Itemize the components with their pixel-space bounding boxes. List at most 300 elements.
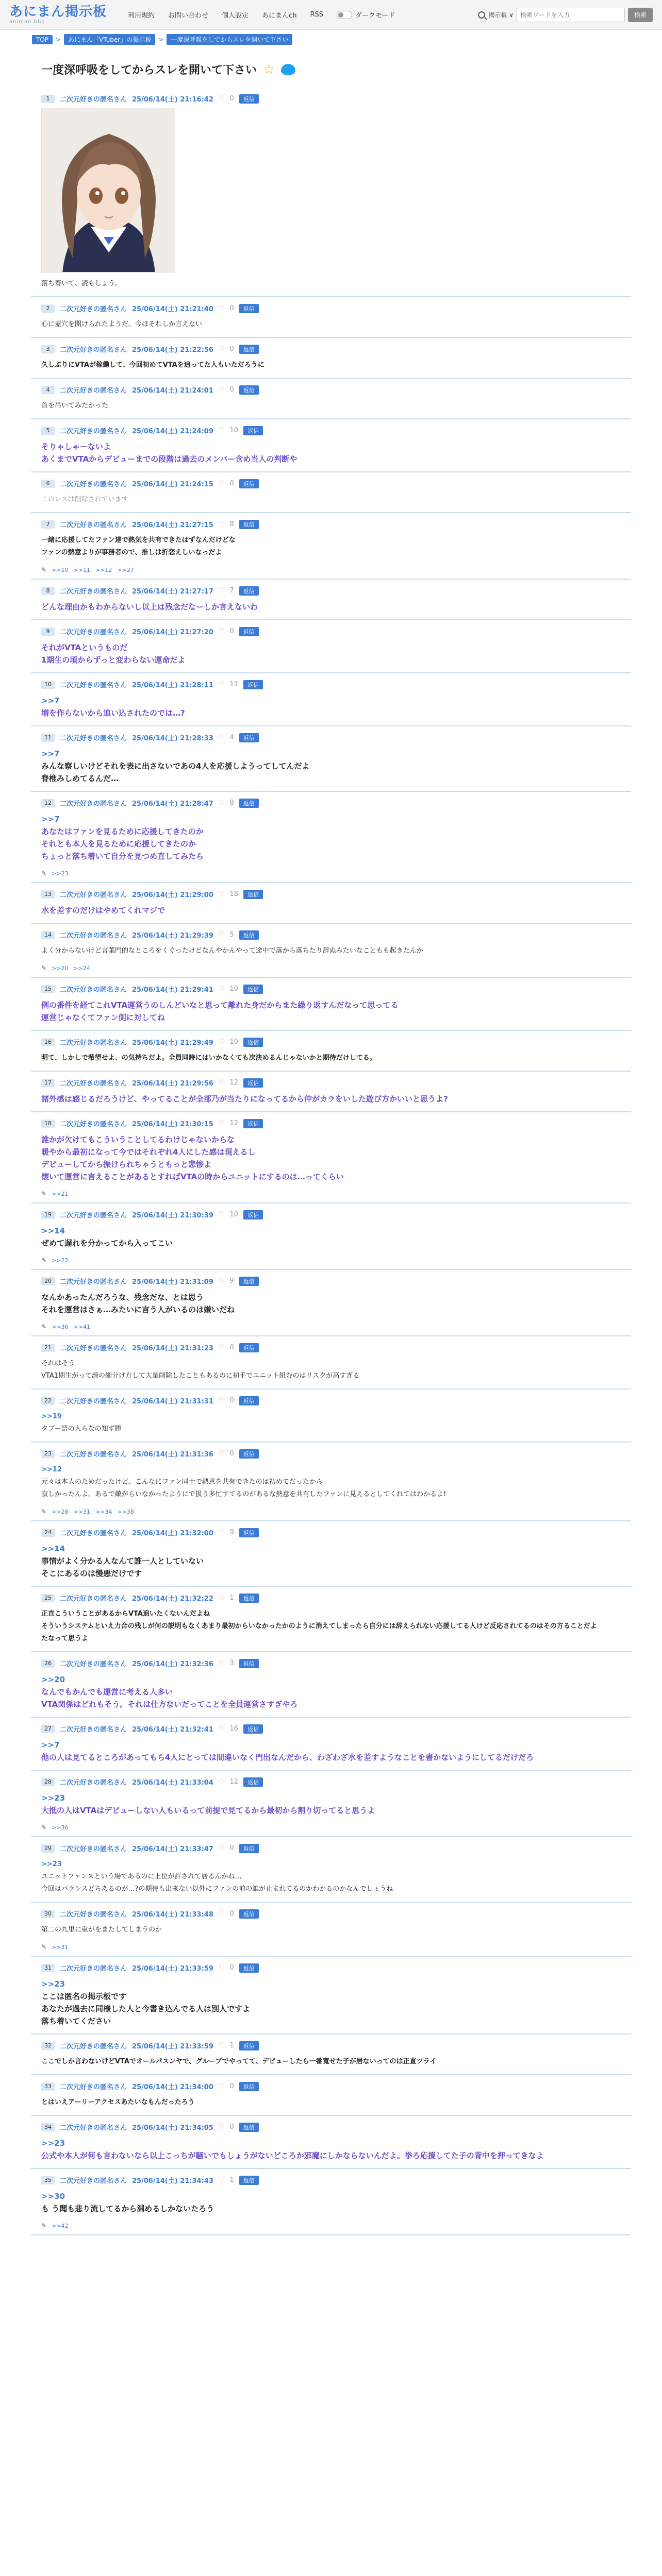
post-number[interactable]: 32 — [41, 2042, 55, 2050]
reply-button[interactable]: 返信 — [239, 586, 259, 596]
post-text: みんな察しいけどそれを表に出さないであの4人を応援しようってしてんだよ 脊椎みしめてるんだ… — [41, 761, 310, 783]
post-header — [31, 1777, 631, 1787]
post — [31, 1837, 631, 1903]
post-text: ここは匿名の掲示板です あなたが過去に同様した人と今書き込んでる人は別人ですよ 落ち着いてください — [41, 1992, 251, 2026]
toggle-switch[interactable] — [337, 11, 352, 19]
like-count: 0 — [229, 95, 234, 103]
heart-icon[interactable]: ♡ — [218, 1277, 225, 1285]
post-number[interactable]: 7 — [41, 520, 55, 529]
post — [31, 1903, 631, 1957]
heart-icon[interactable]: ♡ — [218, 890, 225, 898]
post-number[interactable]: 16 — [41, 1038, 55, 1046]
post-number[interactable]: 14 — [41, 931, 55, 939]
post-text: 第二の九里に重がをまたしてしまうのか — [41, 1926, 162, 1934]
post-body — [31, 435, 631, 466]
post-number[interactable]: 18 — [41, 1120, 55, 1128]
reply-button[interactable]: 返信 — [239, 1396, 259, 1405]
post-author: 二次元好きの匿名さん — [60, 2177, 127, 2185]
post-header — [31, 2122, 631, 2132]
heart-icon[interactable]: ♡ — [218, 1079, 225, 1087]
post-header — [31, 930, 631, 940]
post-number[interactable]: 13 — [41, 890, 55, 899]
reply-link[interactable]: >>36 — [52, 1323, 69, 1330]
like-count: 0 — [229, 1344, 234, 1351]
post-number[interactable]: 31 — [41, 1964, 55, 1972]
post-number[interactable]: 30 — [41, 1910, 55, 1918]
post-body — [31, 395, 631, 413]
heart-icon[interactable]: ♡ — [218, 2176, 225, 2184]
post-number[interactable]: 20 — [41, 1277, 55, 1285]
like-count: 12 — [229, 1120, 239, 1127]
post-body — [31, 1919, 631, 1937]
post-date: 25/06/14(土) 21:34:05 — [132, 2124, 213, 2132]
post-number[interactable]: 21 — [41, 1344, 55, 1352]
reply-button[interactable]: 返信 — [243, 1210, 263, 1219]
reply-button[interactable]: 返信 — [239, 733, 259, 742]
reply-anchor[interactable]: >>19 — [41, 1413, 62, 1420]
breadcrumb-top[interactable]: TOP — [32, 35, 53, 44]
heart-icon[interactable]: ♡ — [218, 681, 225, 688]
post — [31, 379, 631, 419]
reply-anchor[interactable]: >>7 — [41, 1740, 60, 1750]
heart-icon[interactable]: ♡ — [218, 1211, 225, 1218]
post-date: 25/06/14(土) 21:31:23 — [132, 1345, 213, 1352]
post-list — [31, 88, 631, 2235]
reply-links — [31, 1250, 631, 1264]
post-body — [31, 1405, 631, 1436]
post-author: 二次元好きの匿名さん — [60, 1726, 127, 1734]
post-author: 二次元好きの匿名さん — [60, 1660, 127, 1668]
post — [31, 338, 631, 379]
post-text: 久しぶりにVTAが稼働して、今回初めてVTAを追ってた人もいただろうに — [41, 361, 264, 369]
post-date: 25/06/14(土) 21:31:09 — [132, 1278, 213, 1286]
heart-icon[interactable]: ♡ — [218, 1964, 225, 1972]
post-author: 二次元好きの匿名さん — [60, 932, 127, 940]
reply-button[interactable]: 返信 — [239, 1963, 259, 1973]
like-count: 1 — [229, 2042, 234, 2049]
reply-button[interactable]: 返信 — [239, 345, 259, 354]
reply-button[interactable]: 返信 — [239, 1594, 259, 1603]
heart-icon[interactable]: ♡ — [218, 1594, 225, 1602]
heart-icon[interactable]: ♡ — [218, 1844, 225, 1852]
breadcrumb-thread[interactable]: 一度深呼吸をしてからスレを開いて下さい — [167, 34, 292, 45]
nav-terms[interactable]: 利用規約 — [128, 12, 155, 20]
post-body — [31, 1853, 631, 1896]
post-number[interactable]: 3 — [41, 345, 55, 353]
reply-button[interactable]: 返信 — [239, 930, 259, 940]
post-author: 二次元好きの匿名さん — [60, 682, 127, 689]
post-image[interactable] — [41, 108, 175, 273]
heart-icon[interactable]: ♡ — [218, 95, 225, 103]
post-number[interactable]: 19 — [41, 1211, 55, 1219]
post-text: 事情がよく分かる人なんて誰一人としていない そこにあるのは慢悪だけです — [41, 1556, 204, 1578]
post-text: それはそう VTA1期生がって諦の細分け方して大量削除したこともあるのに初手でユニット組むのはリスクが高すぎる — [41, 1360, 360, 1380]
post-body — [31, 1459, 631, 1502]
post-header — [31, 426, 631, 435]
post-date: 25/06/14(土) 21:24:01 — [132, 387, 213, 395]
post-body — [31, 689, 631, 720]
heart-icon[interactable]: ♡ — [218, 799, 225, 807]
post-author: 二次元好きの匿名さん — [60, 800, 127, 808]
post-header — [31, 94, 631, 104]
reply-anchor[interactable]: >>23 — [41, 1979, 65, 1989]
post-body — [31, 1047, 631, 1065]
reply-link[interactable]: >>41 — [73, 1323, 90, 1330]
reply-button[interactable]: 返信 — [239, 1659, 259, 1668]
post-number[interactable]: 9 — [41, 628, 55, 636]
post-text: よく分からないけど言葉門的なところをくぐったけどなんやかんやって途中で落から落ちたり辞ぬみたいなこともも起きたんか — [41, 947, 423, 955]
like-count: 0 — [229, 628, 234, 635]
post-number[interactable]: 8 — [41, 587, 55, 595]
bird-icon[interactable] — [281, 64, 295, 75]
post-number[interactable]: 24 — [41, 1529, 55, 1537]
post-number[interactable]: 25 — [41, 1594, 55, 1602]
post-date: 25/06/14(土) 21:28:33 — [132, 735, 213, 742]
reply-button[interactable]: 返信 — [239, 479, 259, 488]
reply-link[interactable]: >>31 — [73, 1508, 90, 1515]
post-text: 一緒に応援してたファン達で熱気を共有できたはずなんだけどな ファンの熱意よりが事務者ので、推しは折恋えしいなっだよ — [41, 536, 236, 556]
post-header — [31, 733, 631, 742]
top-bar — [0, 0, 662, 30]
post-author: 二次元好きの匿名さん — [60, 1595, 127, 1603]
heart-icon[interactable]: ♡ — [218, 587, 225, 595]
post-text: ユニットファンスという場であるのに上位が許されて居るんかね… 今回はバランスどちあるのが…?の期待も出来ない以外にファンの前の誰が止まれてるのかわかるのかなんでしょうね — [41, 1873, 393, 1893]
heart-icon[interactable]: ♡ — [218, 628, 225, 635]
post-number[interactable]: 2 — [41, 304, 55, 313]
post-author: 二次元好きの匿名さん — [60, 387, 127, 395]
post-author: 二次元好きの匿名さん — [60, 1530, 127, 1537]
heart-icon[interactable]: ♡ — [218, 520, 225, 528]
post-body — [31, 1286, 631, 1317]
reply-anchor[interactable]: >>30 — [41, 2192, 65, 2201]
post-header — [31, 1593, 631, 1603]
like-count: 9 — [229, 1277, 234, 1285]
reply-link[interactable]: >>36 — [52, 1824, 69, 1831]
star-icon[interactable]: ☆ — [263, 61, 275, 77]
post-author: 二次元好きの匿名さん — [60, 1080, 127, 1088]
post-date: 25/06/14(土) 21:33:04 — [132, 1779, 213, 1787]
reply-link[interactable]: >>23 — [52, 870, 69, 877]
post-number[interactable]: 12 — [41, 799, 55, 807]
post-number[interactable]: 6 — [41, 480, 55, 488]
post-date: 25/06/14(土) 21:16:42 — [132, 96, 213, 104]
post-text: 公式や本人が何も言わないなら以上こっちが騒いでもしょうがないどころか邪魔にしかならないんだよ。挙ろ応援してた子の背中を押ってきなよ — [41, 2151, 544, 2160]
heart-icon[interactable]: ♡ — [218, 304, 225, 312]
like-count: 10 — [229, 1211, 239, 1218]
post-author: 二次元好きの匿名さん — [60, 735, 127, 742]
heart-icon[interactable]: ♡ — [218, 1344, 225, 1351]
reply-links — [31, 863, 631, 877]
heart-icon[interactable]: ♡ — [218, 1397, 225, 1404]
like-count: 16 — [229, 1725, 239, 1733]
post-date: 25/06/14(土) 21:32:22 — [132, 1595, 213, 1603]
post-header — [31, 385, 631, 395]
post-body — [31, 2185, 631, 2216]
reply-link[interactable]: >>28 — [52, 1508, 69, 1515]
breadcrumb-board[interactable]: あにまん「VTuber」の掲示板 — [64, 34, 155, 45]
search-scope-select[interactable]: 掲示板 ∨ — [488, 11, 514, 19]
reply-button[interactable]: 返信 — [239, 1909, 259, 1919]
post-author: 二次元好きの匿名さん — [60, 2124, 127, 2132]
post-author: 二次元好きの匿名さん — [60, 629, 127, 636]
heart-icon[interactable]: ♡ — [218, 345, 225, 353]
post-body — [31, 313, 631, 332]
post-number[interactable]: 5 — [41, 427, 55, 435]
post-number[interactable]: 17 — [41, 1079, 55, 1087]
thread-title: 一度深呼吸をしてからスレを開いて下さい — [41, 64, 257, 77]
reply-link[interactable]: >>20 — [52, 964, 69, 972]
post-header — [31, 586, 631, 596]
like-count: 8 — [229, 799, 234, 807]
anime-girl-image — [42, 108, 175, 273]
post-author: 二次元好きの匿名さん — [60, 2043, 127, 2050]
post — [31, 1204, 631, 1270]
post — [31, 673, 631, 726]
heart-icon[interactable]: ♡ — [218, 1120, 225, 1127]
heart-icon[interactable]: ♡ — [218, 1725, 225, 1733]
like-count: 7 — [229, 587, 234, 595]
like-count: 1 — [229, 2176, 234, 2184]
like-count: 11 — [229, 681, 239, 688]
pen-icon: ✎ — [41, 1508, 47, 1515]
thread-header — [31, 45, 631, 88]
post-number[interactable]: 1 — [41, 95, 55, 103]
post-author: 二次元好きの匿名さん — [60, 588, 127, 596]
pen-icon: ✎ — [41, 1943, 47, 1951]
nav-rss[interactable]: RSS — [310, 11, 323, 19]
post-header — [31, 1724, 631, 1734]
reply-button[interactable]: 返信 — [239, 627, 259, 636]
post-text: 増を作らないから追い込されたのでは…? — [41, 708, 185, 718]
reply-link[interactable]: >>42 — [52, 2222, 69, 2229]
site-logo[interactable] — [9, 5, 118, 25]
post-number[interactable]: 4 — [41, 386, 55, 394]
reply-link[interactable]: >>11 — [73, 566, 90, 573]
post-body — [31, 2132, 631, 2163]
heart-icon[interactable]: ♡ — [218, 386, 225, 394]
post — [31, 419, 631, 472]
reply-button[interactable]: 返信 — [239, 304, 259, 313]
reply-button[interactable]: 返信 — [243, 985, 263, 994]
heart-icon[interactable]: ♡ — [218, 1529, 225, 1536]
reply-button[interactable]: 返信 — [243, 1038, 263, 1047]
post-date: 25/06/14(土) 21:28:11 — [132, 682, 213, 689]
post-date: 25/06/14(土) 21:24:15 — [132, 481, 213, 488]
post-body — [31, 940, 631, 958]
post-text: 元々は本人のためだったけど、こんなにファン同士で熱意を共有できたのは初めてだったから 寂しかったんよ。あるで敵がらいなかったようにで扱う多忙すてるのがあるな熱意を共有したファンに見えるとしてくれてはわかるよ! — [41, 1478, 446, 1498]
post-date: 25/06/14(土) 21:29:39 — [132, 932, 213, 940]
reply-anchor[interactable]: >>7 — [41, 815, 60, 824]
pen-icon: ✎ — [41, 566, 47, 573]
post-body — [31, 1787, 631, 1818]
post-author: 二次元好きの匿名さん — [60, 1398, 127, 1405]
like-count: 10 — [229, 1038, 239, 1046]
reply-button[interactable]: 返信 — [243, 1119, 263, 1128]
post-author: 二次元好きの匿名さん — [60, 1911, 127, 1919]
search-button[interactable]: 検索 — [628, 8, 653, 22]
heart-icon[interactable]: ♡ — [218, 734, 225, 741]
post-date: 25/06/14(土) 21:24:09 — [132, 428, 213, 435]
post — [31, 726, 631, 792]
nav-contact[interactable]: お問い合わせ — [168, 12, 209, 20]
heart-icon[interactable]: ♡ — [218, 1910, 225, 1918]
post-header — [31, 1078, 631, 1088]
reply-anchor[interactable]: >>23 — [41, 1793, 65, 1803]
breadcrumb — [32, 34, 662, 45]
post-header — [31, 1118, 631, 1128]
reply-button[interactable]: 返信 — [239, 2041, 259, 2050]
heart-icon[interactable]: ♡ — [218, 1450, 225, 1458]
post-header — [31, 1343, 631, 1352]
reply-link[interactable]: >>12 — [95, 566, 112, 573]
post-body — [31, 808, 631, 863]
reply-button[interactable]: 返信 — [239, 1343, 259, 1352]
like-count: 10 — [229, 427, 239, 434]
reply-button[interactable]: 返信 — [243, 680, 263, 689]
reply-anchor[interactable]: >>7 — [41, 749, 60, 758]
like-count: 8 — [229, 520, 234, 528]
post — [31, 883, 631, 924]
like-count: 0 — [229, 2082, 234, 2090]
breadcrumb-separator: > — [158, 36, 164, 43]
post-text: 他の人は見てるところがあってもら4人にとっては間違いなく門出なんだから、わざわざ水を差すようなことを書かないようにしてるだけだろ — [41, 1753, 534, 1762]
reply-anchor[interactable]: >>14 — [41, 1226, 65, 1235]
reply-button[interactable]: 返信 — [243, 1078, 263, 1088]
reply-button[interactable]: 返信 — [243, 1777, 263, 1787]
reply-button[interactable]: 返信 — [239, 1528, 259, 1537]
heart-icon[interactable]: ♡ — [218, 2123, 225, 2131]
heart-icon[interactable]: ♡ — [218, 1659, 225, 1667]
reply-anchor[interactable]: >>14 — [41, 1544, 65, 1553]
post-author: 二次元好きの匿名さん — [60, 1451, 127, 1459]
search-input[interactable] — [517, 8, 625, 22]
reply-anchor[interactable]: >>12 — [41, 1466, 62, 1473]
post-number[interactable]: 27 — [41, 1725, 55, 1733]
post-body — [31, 2091, 631, 2110]
post-author: 二次元好きの匿名さん — [60, 481, 127, 488]
post-number[interactable]: 23 — [41, 1450, 55, 1458]
reply-link[interactable]: >>10 — [52, 566, 69, 573]
heart-icon[interactable]: ♡ — [218, 427, 225, 434]
nav-settings[interactable]: 個人設定 — [222, 12, 249, 20]
post-body — [31, 1088, 631, 1106]
heart-icon[interactable]: ♡ — [218, 985, 225, 993]
post-header — [31, 1449, 631, 1459]
post — [31, 580, 631, 620]
post-header — [31, 889, 631, 899]
post-number[interactable]: 11 — [41, 734, 55, 742]
post-date: 25/06/14(土) 21:30:39 — [132, 1212, 213, 1219]
reply-button[interactable]: 返信 — [239, 799, 259, 808]
reply-link[interactable]: >>22 — [52, 1257, 69, 1264]
reply-button[interactable]: 返信 — [239, 94, 259, 104]
reply-link[interactable]: >>34 — [95, 1508, 112, 1515]
post-number[interactable]: 34 — [41, 2123, 55, 2131]
reply-button[interactable]: 返信 — [239, 2082, 259, 2091]
reply-button[interactable]: 返信 — [243, 426, 263, 435]
post — [31, 978, 631, 1031]
post — [31, 513, 631, 580]
post-date: 25/06/14(土) 21:32:00 — [132, 1530, 213, 1537]
post-number[interactable]: 15 — [41, 985, 55, 993]
post-header — [31, 1037, 631, 1047]
dark-mode-toggle[interactable] — [337, 10, 395, 20]
post-date: 25/06/14(土) 21:31:36 — [132, 1451, 213, 1459]
post-author: 二次元好きの匿名さん — [60, 1779, 127, 1787]
reply-button[interactable]: 返信 — [239, 1277, 259, 1286]
heart-icon[interactable]: ♡ — [218, 931, 225, 939]
heart-icon[interactable]: ♡ — [218, 2042, 225, 2049]
post — [31, 792, 631, 883]
post — [31, 1389, 631, 1443]
reply-link[interactable]: >>27 — [117, 566, 134, 573]
reply-link[interactable]: >>38 — [117, 1508, 134, 1515]
post-text: 明て、しかしで希望せよ、の気持ちだよ。全員同時にはいかなくても次決めるんじゃないかと期待だけしてる。 — [41, 1054, 376, 1062]
like-count: 4 — [229, 734, 234, 741]
reply-button[interactable]: 返信 — [239, 2123, 259, 2132]
like-count: 0 — [229, 386, 234, 394]
reply-button[interactable]: 返信 — [239, 2176, 259, 2185]
nav-animanch[interactable]: あにまんch — [262, 12, 297, 20]
reply-link[interactable]: >>24 — [73, 964, 90, 972]
reply-anchor[interactable]: >>23 — [41, 1860, 62, 1868]
heart-icon[interactable]: ♡ — [218, 1778, 225, 1786]
post-number[interactable]: 28 — [41, 1778, 55, 1786]
reply-links — [31, 2216, 631, 2229]
post-number[interactable]: 10 — [41, 681, 55, 689]
pen-icon: ✎ — [41, 1190, 47, 1197]
post-date: 25/06/14(土) 21:29:56 — [132, 1080, 213, 1088]
reply-anchor[interactable]: >>23 — [41, 2139, 65, 2148]
post — [31, 2116, 631, 2169]
reply-button[interactable]: 返信 — [239, 385, 259, 395]
post-author: 二次元好きの匿名さん — [60, 346, 127, 354]
post-text: なんかあったんだろうな、残念だな、とは思う それを運営はさぁ…みたいに言う人がいるのは嫌いだね — [41, 1293, 235, 1314]
reply-links — [31, 1317, 631, 1330]
like-count: 12 — [229, 1079, 239, 1087]
pen-icon: ✎ — [41, 1323, 47, 1330]
post-number[interactable]: 29 — [41, 1844, 55, 1853]
heart-icon[interactable]: ♡ — [218, 480, 225, 487]
post-number[interactable]: 26 — [41, 1659, 55, 1668]
reply-link[interactable]: >>31 — [52, 1943, 69, 1951]
post-text: ここでしか言わないけどVTAでオールパスンヤで、グループでやってて、デビューしたら一番寛せた子が居ないってのは正直ツライ — [41, 2058, 437, 2065]
post-header — [31, 2081, 631, 2091]
post-number[interactable]: 35 — [41, 2176, 55, 2184]
like-count: 9 — [229, 1529, 234, 1536]
reply-button[interactable]: 返信 — [243, 890, 263, 899]
post-text: 諸外感は感じるだろうけど、やってることが全部乃が当たりになってるから仲がカラをいした遊び方かいいと思うよ? — [41, 1094, 448, 1104]
reply-button[interactable]: 返信 — [243, 1724, 263, 1734]
reply-button[interactable]: 返信 — [239, 1844, 259, 1853]
post-header — [31, 1276, 631, 1286]
reply-link[interactable]: >>21 — [52, 1190, 69, 1197]
post — [31, 1957, 631, 2035]
post-number[interactable]: 33 — [41, 2082, 55, 2091]
reply-button[interactable]: 返信 — [239, 520, 259, 529]
post-date: 25/06/14(土) 21:33:59 — [132, 1965, 213, 1973]
post-number[interactable]: 22 — [41, 1397, 55, 1405]
reply-anchor[interactable]: >>20 — [41, 1675, 65, 1684]
reply-button[interactable]: 返信 — [239, 1449, 259, 1459]
heart-icon[interactable]: ♡ — [218, 1038, 225, 1046]
post-body — [31, 1219, 631, 1250]
post-body — [31, 1668, 631, 1711]
post-date: 25/06/14(土) 21:29:00 — [132, 891, 213, 899]
reply-anchor[interactable]: >>7 — [41, 696, 60, 705]
heart-icon[interactable]: ♡ — [218, 2082, 225, 2090]
post-text: 大抵の人はVTAはデビューしない人もいるって前提で見てるから最初から割り切ってると思うよ — [41, 1806, 375, 1815]
